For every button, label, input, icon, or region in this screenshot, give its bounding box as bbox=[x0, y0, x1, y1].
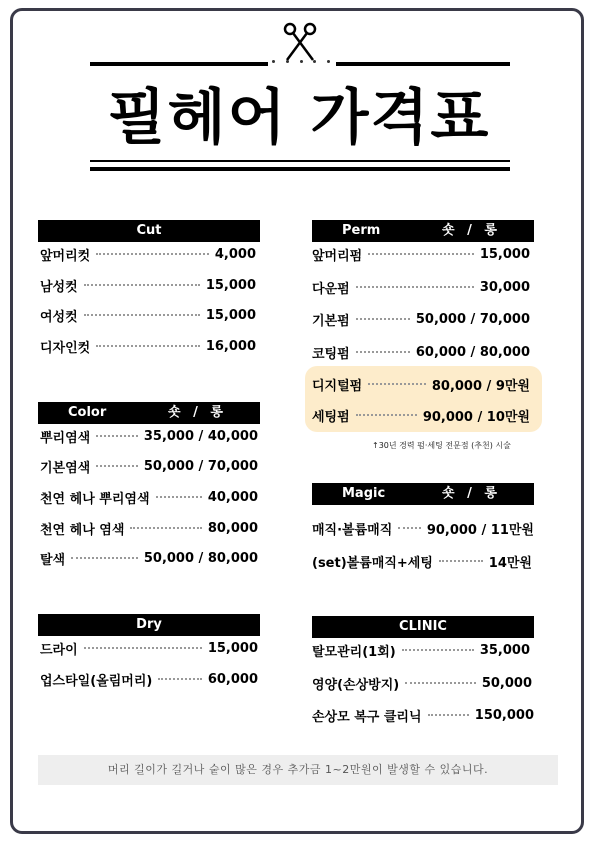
item-price: 15,000 bbox=[205, 307, 256, 323]
magic-header-title: Magic bbox=[342, 486, 386, 501]
clinic-row bbox=[312, 705, 534, 725]
leader-dots bbox=[439, 560, 483, 562]
cut-row bbox=[40, 336, 256, 356]
title-rule-thin bbox=[90, 160, 510, 162]
item-price: 50,000 bbox=[481, 675, 532, 691]
perm-row bbox=[312, 277, 530, 297]
leader-dots bbox=[96, 345, 200, 347]
top-rule-left bbox=[90, 62, 268, 66]
item-price: 15,000 bbox=[479, 246, 530, 262]
item-price: 50,000 / 70,000 bbox=[415, 311, 530, 327]
dry-row bbox=[40, 638, 258, 658]
item-label: 디자인컷 bbox=[40, 340, 91, 356]
leader-dots bbox=[156, 496, 202, 498]
cut-header bbox=[38, 220, 260, 242]
clinic-row bbox=[312, 640, 530, 660]
item-price: 35,000 / 40,000 bbox=[143, 428, 258, 444]
leader-dots bbox=[158, 678, 201, 680]
item-price: 15,000 bbox=[205, 277, 256, 293]
leader-dots bbox=[130, 527, 201, 529]
item-price: 80,000 / 9만원 bbox=[431, 378, 530, 394]
item-label: 탈색 bbox=[40, 552, 66, 568]
item-price: 30,000 bbox=[479, 279, 530, 295]
item-label: 손상모 복구 클리닉 bbox=[312, 709, 422, 725]
color-header-title: Color bbox=[68, 405, 107, 420]
color-row bbox=[40, 487, 258, 507]
item-price: 15,000 bbox=[207, 640, 258, 656]
item-price: 50,000 / 70,000 bbox=[143, 458, 258, 474]
scissors-icon bbox=[282, 22, 318, 62]
decorative-dots bbox=[272, 60, 330, 66]
item-price: 150,000 bbox=[474, 707, 534, 723]
title-rule-thick bbox=[90, 167, 510, 171]
item-label: 여성컷 bbox=[40, 309, 78, 325]
item-label: 디지털펌 bbox=[312, 378, 363, 394]
perm-header-length: 숏 / 롱 bbox=[442, 223, 497, 238]
item-label: 코팅펌 bbox=[312, 346, 350, 362]
item-label: 탈모관리(1회) bbox=[312, 644, 396, 660]
item-label: 천연 헤나 염색 bbox=[40, 522, 125, 538]
item-label: 매직·볼륨매직 bbox=[312, 522, 393, 538]
item-label: 남성컷 bbox=[40, 279, 78, 295]
color-header-length: 숏 / 롱 bbox=[168, 405, 223, 420]
item-label: 뿌리염색 bbox=[40, 430, 91, 446]
leader-dots bbox=[428, 714, 469, 716]
perm-row bbox=[312, 374, 530, 394]
color-row bbox=[40, 518, 258, 538]
dry-header-title: Dry bbox=[136, 617, 162, 632]
leader-dots bbox=[356, 414, 417, 416]
item-label: 앞머리펌 bbox=[312, 248, 363, 264]
dry-header bbox=[38, 614, 260, 636]
magic-header bbox=[312, 483, 534, 505]
leader-dots bbox=[368, 383, 426, 385]
item-price: 50,000 / 80,000 bbox=[143, 550, 258, 566]
leader-dots bbox=[96, 435, 138, 437]
leader-dots bbox=[398, 527, 421, 529]
leader-dots bbox=[356, 351, 410, 353]
item-price: 90,000 / 11만원 bbox=[426, 522, 534, 538]
color-row bbox=[40, 548, 258, 568]
item-label: 천연 헤나 뿌리염색 bbox=[40, 491, 150, 507]
leader-dots bbox=[84, 647, 202, 649]
item-label: (set)볼륨매직+세팅 bbox=[312, 555, 433, 571]
item-price: 40,000 bbox=[207, 489, 258, 505]
footer-notice: 머리 길이가 길거나 숱이 많은 경우 추가금 1~2만원이 발생할 수 있습니다. bbox=[38, 755, 558, 785]
perm-header bbox=[312, 220, 534, 242]
cut-row bbox=[40, 275, 256, 295]
leader-dots bbox=[368, 253, 474, 255]
page-title: 필헤어 가격표 bbox=[107, 83, 491, 153]
item-price: 35,000 bbox=[479, 642, 530, 658]
item-label: 기본펌 bbox=[312, 313, 350, 329]
leader-dots bbox=[84, 314, 200, 316]
leader-dots bbox=[84, 284, 200, 286]
perm-row bbox=[312, 342, 530, 362]
perm-row bbox=[312, 405, 530, 425]
item-price: 14만원 bbox=[488, 555, 532, 571]
item-label: 다운펌 bbox=[312, 281, 350, 297]
item-price: 16,000 bbox=[205, 338, 256, 354]
item-label: 세팅펌 bbox=[312, 409, 350, 425]
leader-dots bbox=[96, 253, 209, 255]
magic-header-length: 숏 / 롱 bbox=[442, 486, 497, 501]
item-price: 90,000 / 10만원 bbox=[422, 409, 530, 425]
leader-dots bbox=[356, 318, 410, 320]
item-label: 업스타일(올림머리) bbox=[40, 673, 153, 689]
item-price: 60,000 / 80,000 bbox=[415, 344, 530, 360]
clinic-header bbox=[312, 616, 534, 638]
perm-recommendation-note: ↑30년 경력 펌·세팅 전문점 (추천) 시술 bbox=[372, 441, 511, 450]
dry-row bbox=[40, 669, 258, 689]
item-label: 기본염색 bbox=[40, 460, 91, 476]
magic-row bbox=[312, 551, 532, 571]
clinic-row bbox=[312, 673, 532, 693]
item-label: 영양(손상방지) bbox=[312, 677, 400, 693]
leader-dots bbox=[96, 465, 138, 467]
perm-header-title: Perm bbox=[342, 223, 381, 238]
item-price: 80,000 bbox=[207, 520, 258, 536]
color-header bbox=[38, 402, 260, 424]
leader-dots bbox=[402, 649, 474, 651]
perm-row bbox=[312, 309, 530, 329]
leader-dots bbox=[405, 682, 476, 684]
item-label: 드라이 bbox=[40, 642, 78, 658]
clinic-header-title: CLINIC bbox=[399, 619, 447, 634]
color-row bbox=[40, 426, 258, 446]
cut-row bbox=[40, 244, 256, 264]
top-rule-right bbox=[336, 62, 510, 66]
perm-row bbox=[312, 244, 530, 264]
color-row bbox=[40, 456, 258, 476]
item-price: 60,000 bbox=[207, 671, 258, 687]
leader-dots bbox=[71, 557, 138, 559]
leader-dots bbox=[356, 286, 474, 288]
cut-row bbox=[40, 305, 256, 325]
cut-header-title: Cut bbox=[136, 223, 162, 238]
item-price: 4,000 bbox=[214, 246, 256, 262]
item-label: 앞머리컷 bbox=[40, 248, 91, 264]
magic-row bbox=[312, 518, 534, 538]
